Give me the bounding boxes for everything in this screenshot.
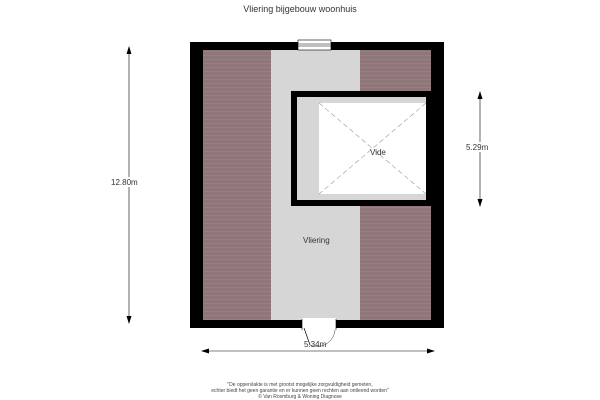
dimension-height-label: 12.80m: [111, 178, 138, 187]
drawing-title: Vliering bijgebouw woonhuis: [243, 4, 357, 14]
dimension-void-height: [462, 91, 498, 207]
disclaimer: [0, 382, 600, 400]
window-top: [298, 40, 331, 50]
door-opening: [302, 318, 336, 330]
dimension-void-height-label: 5.29m: [466, 143, 489, 152]
disclaimer-line-1: "De oppervlakte is met grootst mogelijke zorgvuldigheid gemeten,: [227, 382, 373, 388]
disclaimer-line-3: © Van Rosmburg & Woning Diagnose: [258, 394, 342, 400]
room-label-void: Vide: [370, 148, 386, 157]
disclaimer-line-2: echter biedt het geen garantie en er kunnen geen rechten aan ontleend worden": [211, 388, 389, 394]
dimension-width: [201, 340, 435, 354]
room-label-attic: Vliering: [303, 236, 330, 245]
dimension-height: [107, 46, 151, 324]
roof-slope-left: [203, 50, 271, 320]
dimension-width-label: 5.34m: [304, 340, 327, 349]
